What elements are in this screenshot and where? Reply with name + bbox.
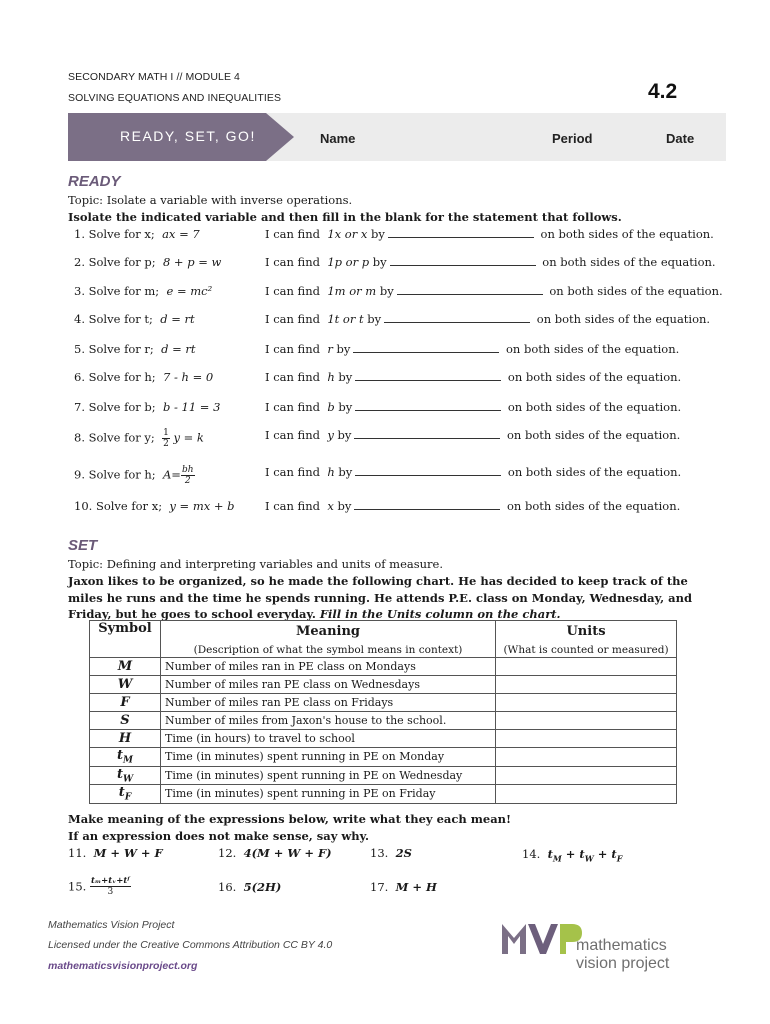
expression-13: 13. 2S — [370, 846, 412, 860]
meaning-cell: Number of miles ran PE class on Fridays — [161, 694, 496, 712]
expression-16: 16. 5(2H) — [218, 880, 282, 894]
footer-license: Licensed under the Creative Commons Attribution CC BY 4.0 — [48, 939, 333, 951]
logo-m-shape — [502, 924, 526, 954]
ready-item-3-answer-blank[interactable] — [397, 285, 543, 295]
units-answer-cell[interactable] — [496, 676, 677, 694]
ready-item-6-prompt: 6. Solve for h; 7 - h = 0 — [74, 370, 214, 384]
name-label: Name — [320, 131, 356, 146]
logo-word-mathematics: mathematics — [576, 937, 667, 954]
mvp-logo-icon — [502, 922, 582, 954]
expr-instruction-1: Make meaning of the expressions below, write what they each mean! — [68, 812, 512, 826]
ready-item-1-statement: I can find 1x or x by on both sides of the equation. — [265, 227, 714, 241]
units-table-row — [90, 785, 677, 804]
meaning-cell: Time (in minutes) spent running in PE on Wednesday — [161, 766, 496, 785]
ready-item-4-prompt: 4. Solve for t; d = rt — [74, 312, 195, 326]
units-answer-cell[interactable] — [496, 748, 677, 767]
units-table-row — [90, 658, 677, 676]
symbol-cell: M — [90, 658, 161, 676]
symbol-cell: $t_W$ — [90, 766, 161, 785]
units-table-row — [90, 766, 677, 785]
symbol-cell: $t_M$ — [90, 748, 161, 767]
ready-item-8-prompt: 8. Solve for y; $\frac{1}{2}$ y = k — [74, 428, 204, 449]
ready-item-7-answer-blank[interactable] — [355, 401, 501, 411]
units-table-row — [90, 712, 677, 730]
meaning-cell: Number of miles ran PE class on Wednesdays — [161, 676, 496, 694]
ready-item-1-prompt: 1. Solve for x; ax = 7 — [74, 227, 200, 241]
ready-item-9-statement: I can find h by on both sides of the equation. — [265, 465, 682, 479]
symbol-cell: W — [90, 676, 161, 694]
meaning-cell: Time (in hours) to travel to school — [161, 730, 496, 748]
footer-website-link[interactable]: mathematicsvisionproject.org — [48, 960, 198, 972]
units-answer-cell[interactable] — [496, 766, 677, 785]
ready-item-9-prompt: 9. Solve for h; A= $\frac{bh}{2}$ — [74, 465, 194, 486]
module-title: SOLVING EQUATIONS AND INEQUALITIES — [68, 92, 282, 104]
symbol-cell: S — [90, 712, 161, 730]
units-answer-cell[interactable] — [496, 712, 677, 730]
ready-item-6-answer-blank[interactable] — [355, 371, 501, 381]
set-paragraph-emphasis: Fill in the Units column on the chart. — [319, 607, 561, 621]
ready-item-9-answer-blank[interactable] — [355, 466, 501, 476]
set-paragraph-text: Friday, but he goes to school everyday. — [68, 607, 316, 621]
logo-word-vision-project: vision project — [576, 955, 670, 972]
symbol-cell: $t_F$ — [90, 785, 161, 804]
ready-item-10-answer-blank[interactable] — [354, 500, 500, 510]
expression-17: 17. M + H — [370, 880, 437, 894]
lesson-number: 4.2 — [648, 80, 678, 103]
units-answer-cell[interactable] — [496, 730, 677, 748]
expression-11: 11. M + W + F — [68, 846, 163, 860]
ready-item-7-statement: I can find b by on both sides of the equation. — [265, 400, 682, 414]
symbol-cell: F — [90, 694, 161, 712]
ready-item-2-prompt: 2. Solve for p; 8 + p = w — [74, 255, 222, 269]
ready-item-8-statement: I can find y by on both sides of the equation. — [265, 428, 681, 442]
set-paragraph-line-2: miles he runs and the time he spends running. He attends P.E. class on Monday, Wednesday, and — [68, 591, 693, 605]
ready-item-4-statement: I can find 1t or t by on both sides of the equation. — [265, 312, 711, 326]
expression-14: 14. $t_M + t_W + t_F$ — [522, 847, 623, 864]
set-paragraph-line-1: Jaxon likes to be organized, so he made the following chart. He has decided to keep track of the — [68, 574, 688, 588]
ready-item-8-answer-blank[interactable] — [354, 429, 500, 439]
units-table-row — [90, 676, 677, 694]
units-subheader: (What is counted or measured) — [496, 642, 677, 658]
logo-v-shape — [528, 924, 558, 954]
ready-item-5-prompt: 5. Solve for r; d = rt — [74, 342, 196, 356]
set-title: SET — [68, 537, 98, 554]
ready-instruction: Isolate the indicated variable and then fill in the blank for the statement that follows. — [68, 210, 622, 224]
units-table-row — [90, 748, 677, 767]
meaning-cell: Number of miles ran in PE class on Mondays — [161, 658, 496, 676]
ready-item-2-answer-blank[interactable] — [390, 256, 536, 266]
col-meaning-header: Meaning — [161, 621, 496, 643]
units-table-row — [90, 730, 677, 748]
expression-12: 12. 4(M + W + F) — [218, 846, 332, 860]
footer-publisher: Mathematics Vision Project — [48, 919, 175, 931]
meaning-cell: Time (in minutes) spent running in PE on Monday — [161, 748, 496, 767]
course-label: SECONDARY MATH I // MODULE 4 — [68, 71, 240, 83]
ready-item-6-statement: I can find h by on both sides of the equation. — [265, 370, 682, 384]
expr-instruction-2: If an expression does not make sense, say why. — [68, 829, 370, 843]
expression-15: 15. $\frac{\text{tₘ+tᵥ+tᶠ}}{3}$ — [68, 876, 130, 897]
symbol-cell: H — [90, 730, 161, 748]
ready-title: READY — [68, 173, 121, 190]
col-units-header: Units — [496, 621, 677, 643]
set-paragraph-line-3 — [68, 607, 561, 621]
ready-item-7-prompt: 7. Solve for b; b - 11 = 3 — [74, 400, 221, 414]
ready-item-5-statement: I can find r by on both sides of the equation. — [265, 342, 680, 356]
ready-item-10-prompt: 10. Solve for x; y = mx + b — [74, 499, 235, 513]
period-label: Period — [552, 131, 593, 146]
ready-item-10-statement: I can find x by on both sides of the equation. — [265, 499, 681, 513]
meaning-cell: Number of miles from Jaxon's house to the school. — [161, 712, 496, 730]
banner-title: READY, SET, GO! — [120, 128, 256, 144]
ready-item-1-answer-blank[interactable] — [388, 228, 534, 238]
ready-item-3-prompt: 3. Solve for m; e = mc² — [74, 284, 213, 298]
meaning-subheader: (Description of what the symbol means in context) — [161, 642, 496, 658]
ready-item-5-answer-blank[interactable] — [353, 343, 499, 353]
units-answer-cell[interactable] — [496, 694, 677, 712]
ready-topic: Topic: Isolate a variable with inverse operations. — [68, 193, 353, 207]
units-table-row — [90, 694, 677, 712]
ready-item-2-statement: I can find 1p or p by on both sides of the equation. — [265, 255, 716, 269]
meaning-cell: Time (in minutes) spent running in PE on Friday — [161, 785, 496, 804]
set-topic: Topic: Defining and interpreting variables and units of measure. — [68, 557, 443, 571]
units-answer-cell[interactable] — [496, 658, 677, 676]
units-answer-cell[interactable] — [496, 785, 677, 804]
date-label: Date — [666, 131, 695, 146]
units-table — [89, 620, 677, 804]
ready-item-4-answer-blank[interactable] — [384, 313, 530, 323]
ready-item-3-statement: I can find 1m or m by on both sides of the equation. — [265, 284, 723, 298]
col-symbol-header: Symbol — [90, 621, 161, 658]
